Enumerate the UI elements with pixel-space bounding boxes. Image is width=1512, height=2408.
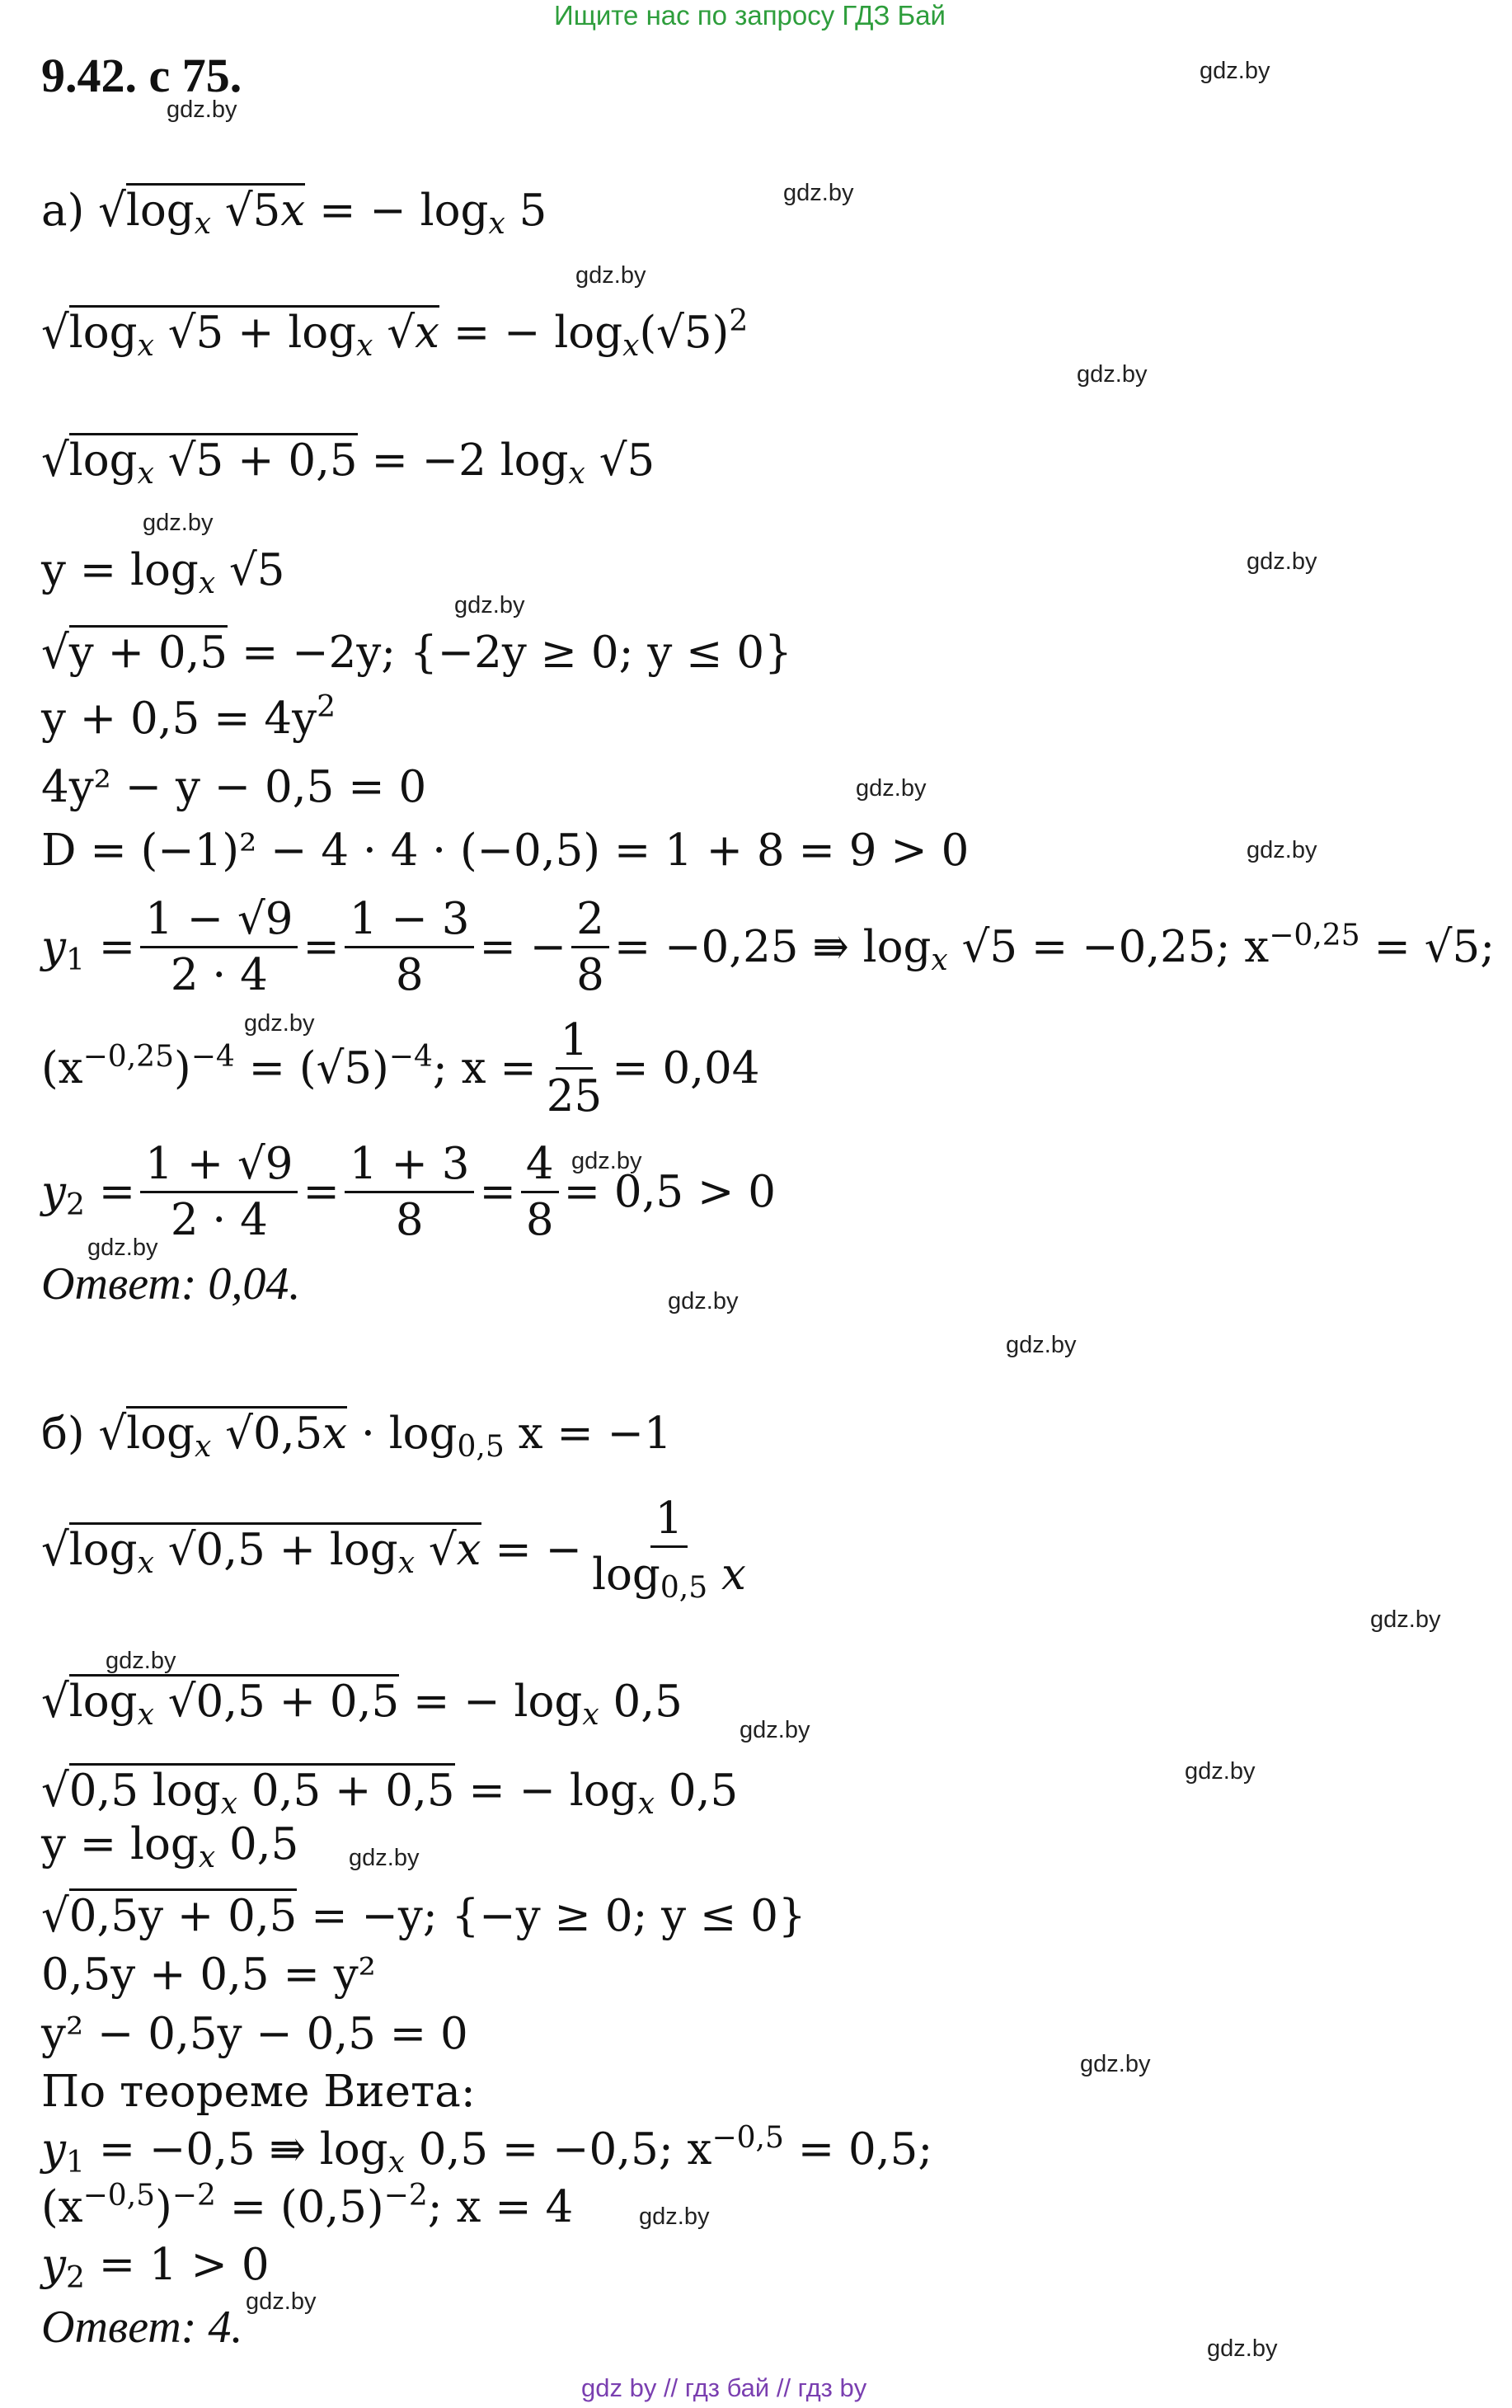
watermark: gdz.by (246, 2288, 317, 2315)
watermark: gdz.by (87, 1235, 158, 1261)
part-a-line-1: а) $√\log_x$ √5x = − $\log_x 5$ (41, 184, 547, 242)
part-b-line-2: $√\log_x$ $√0,5 + \log_x √x$ = − $\frac{1}{\log_{0,5} x}$ (41, 1493, 746, 1606)
part-a-solve-x: $(x^{-0,25})^{-4} = (√5)^{-4}$; x = $\frac{1}{25}$ = 0,04 (41, 1015, 760, 1122)
part-b-line-7: 0,5y + 0,5 = y² (41, 1949, 376, 2000)
part-b-line-8: y² − 0,5y − 0,5 = 0 (41, 2009, 468, 2059)
part-a-answer: Ответ: 0,04. (41, 1258, 301, 1310)
watermark: gdz.by (1247, 548, 1317, 575)
part-a-line-7: 4y² − y − 0,5 = 0 (41, 762, 427, 812)
part-b-root-2: $y_2 = 1 > 0$ (41, 2240, 270, 2296)
watermark: gdz.by (668, 1288, 739, 1315)
search-banner[interactable]: Ищите нас по запросу ГДЗ Бай (554, 0, 946, 31)
part-b-line-1: б) $√\log_x$ $√0,5x \cdot \log_{0,5} x = -1$ (41, 1407, 672, 1465)
watermark: gdz.by (454, 592, 525, 618)
watermark: gdz.by (106, 1648, 176, 1674)
part-b-root-1: $y_1 = -0,5$ ⇛ $\log_x 0,5 = -0,5$; $x^{-0,5} = 0,5$; (41, 2121, 933, 2180)
watermark: gdz.by (575, 262, 646, 289)
part-a-line-4: $y = \log_x √5$ (41, 545, 285, 601)
watermark: gdz.by (1370, 1606, 1441, 1633)
watermark: gdz.by (783, 180, 854, 206)
footer-links[interactable]: gdz by // гдз бай // гдз by (581, 2373, 867, 2402)
part-a-line-2: $√\log_x$ $√5 + \log_x √x$ = − $\log_x(√5)^2$ (41, 304, 749, 364)
exercise-title: 9.42. с 75. (41, 49, 242, 102)
part-a-root-2: $y_2$ = $\frac{1 + √9}{2 \cdot 4}$ = $\frac{1 + 3}{8}$ = $\frac{4}{8}$ = 0,5 > 0 (41, 1139, 776, 1245)
part-a-discriminant: D = (−1)² − 4 · 4 · (−0,5) = 1 + 8 = 9 > 0 (41, 825, 970, 876)
watermark: gdz.by (1185, 1758, 1256, 1785)
part-b-answer: Ответ: 4. (41, 2302, 243, 2353)
part-a-line-3: $√\log_x$ √5 + 0,5 = −2 $\log_x √5$ (41, 434, 655, 491)
part-b-line-3: $√\log_x$ √0,5 + 0,5 = − $\log_x 0,5$ (41, 1675, 683, 1733)
watermark: gdz.by (349, 1845, 420, 1871)
watermark: gdz.by (143, 510, 214, 536)
watermark: gdz.by (167, 96, 237, 123)
part-a-line-6: $y + 0,5 = 4y^2$ (41, 690, 336, 744)
watermark: gdz.by (856, 775, 927, 802)
watermark: gdz.by (1006, 1332, 1077, 1358)
watermark: gdz.by (244, 1010, 315, 1037)
part-a-root-1: $y_1$ = $\frac{1 - √9}{2 \cdot 4}$ = $\frac{1 - 3}{8}$ = − $\frac{2}{8}$ = −0,25 ⇛ $\log_x √5 = -0,25$; $x^{-0,25} = √5$; (41, 894, 1496, 1000)
part-b-line-6: √0,5y + 0,5 = −y; {−y ≥ 0; y ≤ 0} (41, 1889, 806, 1943)
watermark: gdz.by (1080, 2051, 1151, 2077)
part-a-line-5: √y + 0,5 = −2y; {−2y ≥ 0; y ≤ 0} (41, 626, 792, 680)
watermark: gdz.by (639, 2203, 710, 2230)
watermark: gdz.by (571, 1148, 642, 1174)
part-b-vieta: По теореме Виета: (41, 2067, 476, 2117)
part-b-solve-x: $(x^{-0,5})^{-2} = (0,5)^{-2}$; x = 4 (41, 2179, 574, 2232)
part-b-line-4: √0,5 $\log_x 0,5 + 0,5$ = − $\log_x 0,5$ (41, 1764, 739, 1822)
watermark: gdz.by (1207, 2335, 1278, 2362)
watermark: gdz.by (740, 1717, 810, 1743)
watermark: gdz.by (1247, 837, 1317, 863)
watermark: gdz.by (1077, 361, 1148, 388)
watermark: gdz.by (1200, 58, 1270, 84)
part-b-line-5: $y = \log_x 0,5$ (41, 1819, 299, 1875)
